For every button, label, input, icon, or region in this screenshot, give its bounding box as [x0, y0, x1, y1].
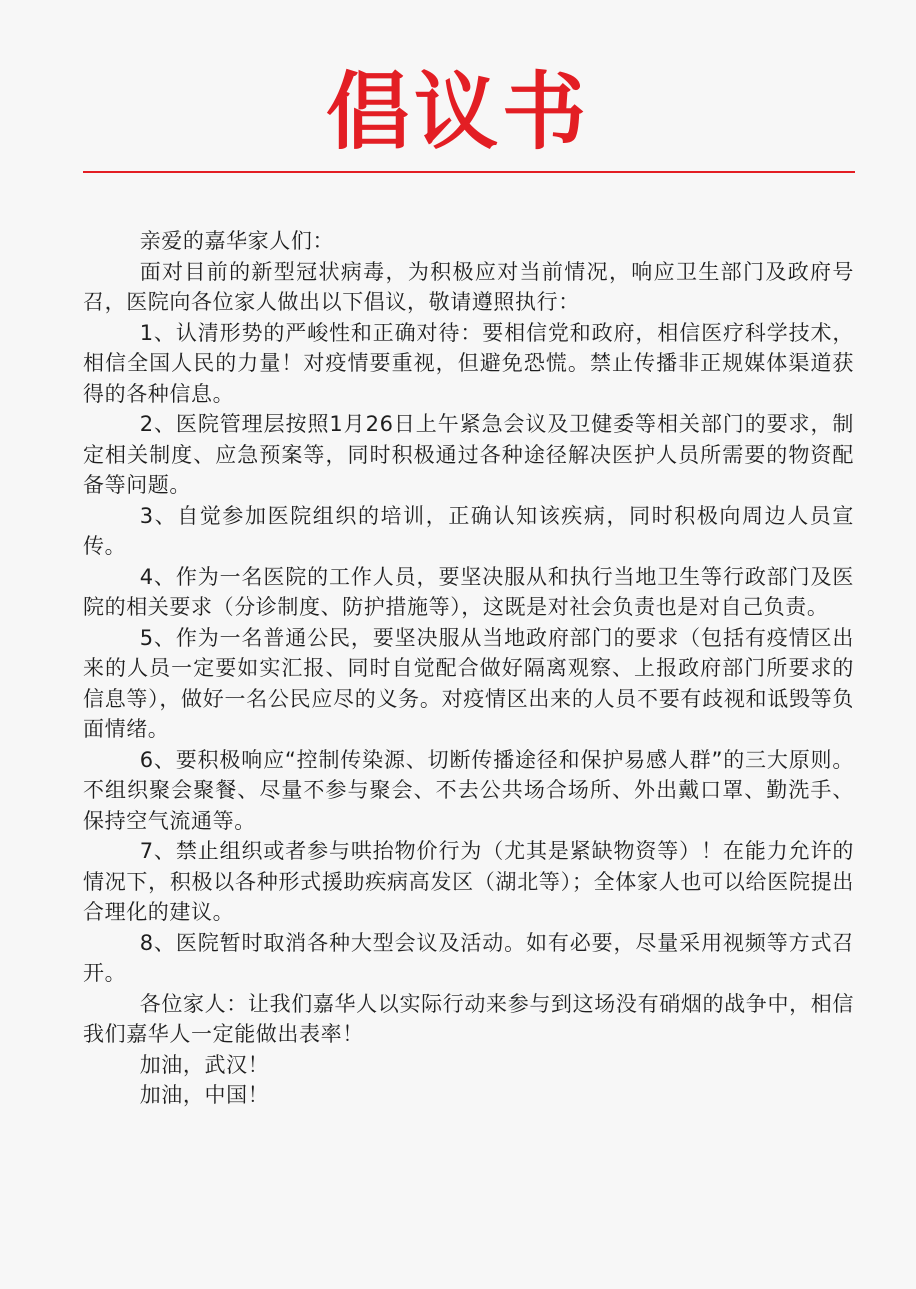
cheer-line: 加油，武汉！	[139, 1052, 270, 1077]
proposal-item: 3、自觉参加医院组织的培训，正确认知该疾病，同时积极向周边人员宣传。	[83, 503, 854, 558]
salutation: 亲爱的嘉华家人们：	[139, 229, 335, 253]
document-body	[83, 226, 854, 1111]
proposal-item: 5、作为一名普通公民，要坚决服从当地政府部门的要求（包括有疫情区出来的人员一定要如实汇报、同时自觉配合做好隔离观察、上报政府部门所要求的信息等），做好一名公民应尽的义务。对疫情区出来的人员不要有歧视和诋毁等负面情绪。	[83, 625, 854, 741]
document-title: 倡议书	[325, 62, 590, 161]
proposal-item: 4、作为一名医院的工作人员，要坚决服从和执行当地卫生等行政部门及医院的相关要求（分诊制度、防护措施等），这既是对社会负责也是对自己负责。	[83, 564, 854, 619]
proposal-item: 1、认清形势的严峻性和正确对待：要相信党和政府，相信医疗科学技术，相信全国人民的力量！对疫情要重视，但避免恐慌。禁止传播非正规媒体渠道获得的各种信息。	[83, 320, 854, 406]
intro-paragraph: 面对目前的新型冠状病毒，为积极应对当前情况，响应卫生部门及政府号召，医院向各位家人做出以下倡议，敬请遵照执行：	[83, 259, 854, 314]
proposal-item: 6、要积极响应“控制传染源、切断传播途径和保护易感人群”的三大原则。不组织聚会聚餐、尽量不参与聚会、不去公共场合场所、外出戴口罩、勤洗手、保持空气流通等。	[83, 747, 854, 833]
title-divider	[83, 171, 855, 173]
proposal-item: 7、禁止组织或者参与哄抬物价行为（尤其是紧缺物资等）！在能力允许的情况下，积极以各种形式援助疾病高发区（湖北等）；全体家人也可以给医院提出合理化的建议。	[83, 839, 854, 924]
proposal-item: 2、医院管理层按照1月26日上午紧急会议及卫健委等相关部门的要求，制定相关制度、应急预案等，同时积极通过各种途径解决医护人员所需要的物资配备等问题。	[83, 412, 854, 497]
cheer-line: 加油，中国！	[139, 1083, 270, 1107]
proposal-item: 8、医院暂时取消各种大型会议及活动。如有必要，尽量采用视频等方式召开。	[83, 930, 854, 985]
closing-paragraph: 各位家人：让我们嘉华人以实际行动来参与到这场没有硝烟的战争中，相信我们嘉华人一定能做出表率！	[83, 991, 854, 1046]
